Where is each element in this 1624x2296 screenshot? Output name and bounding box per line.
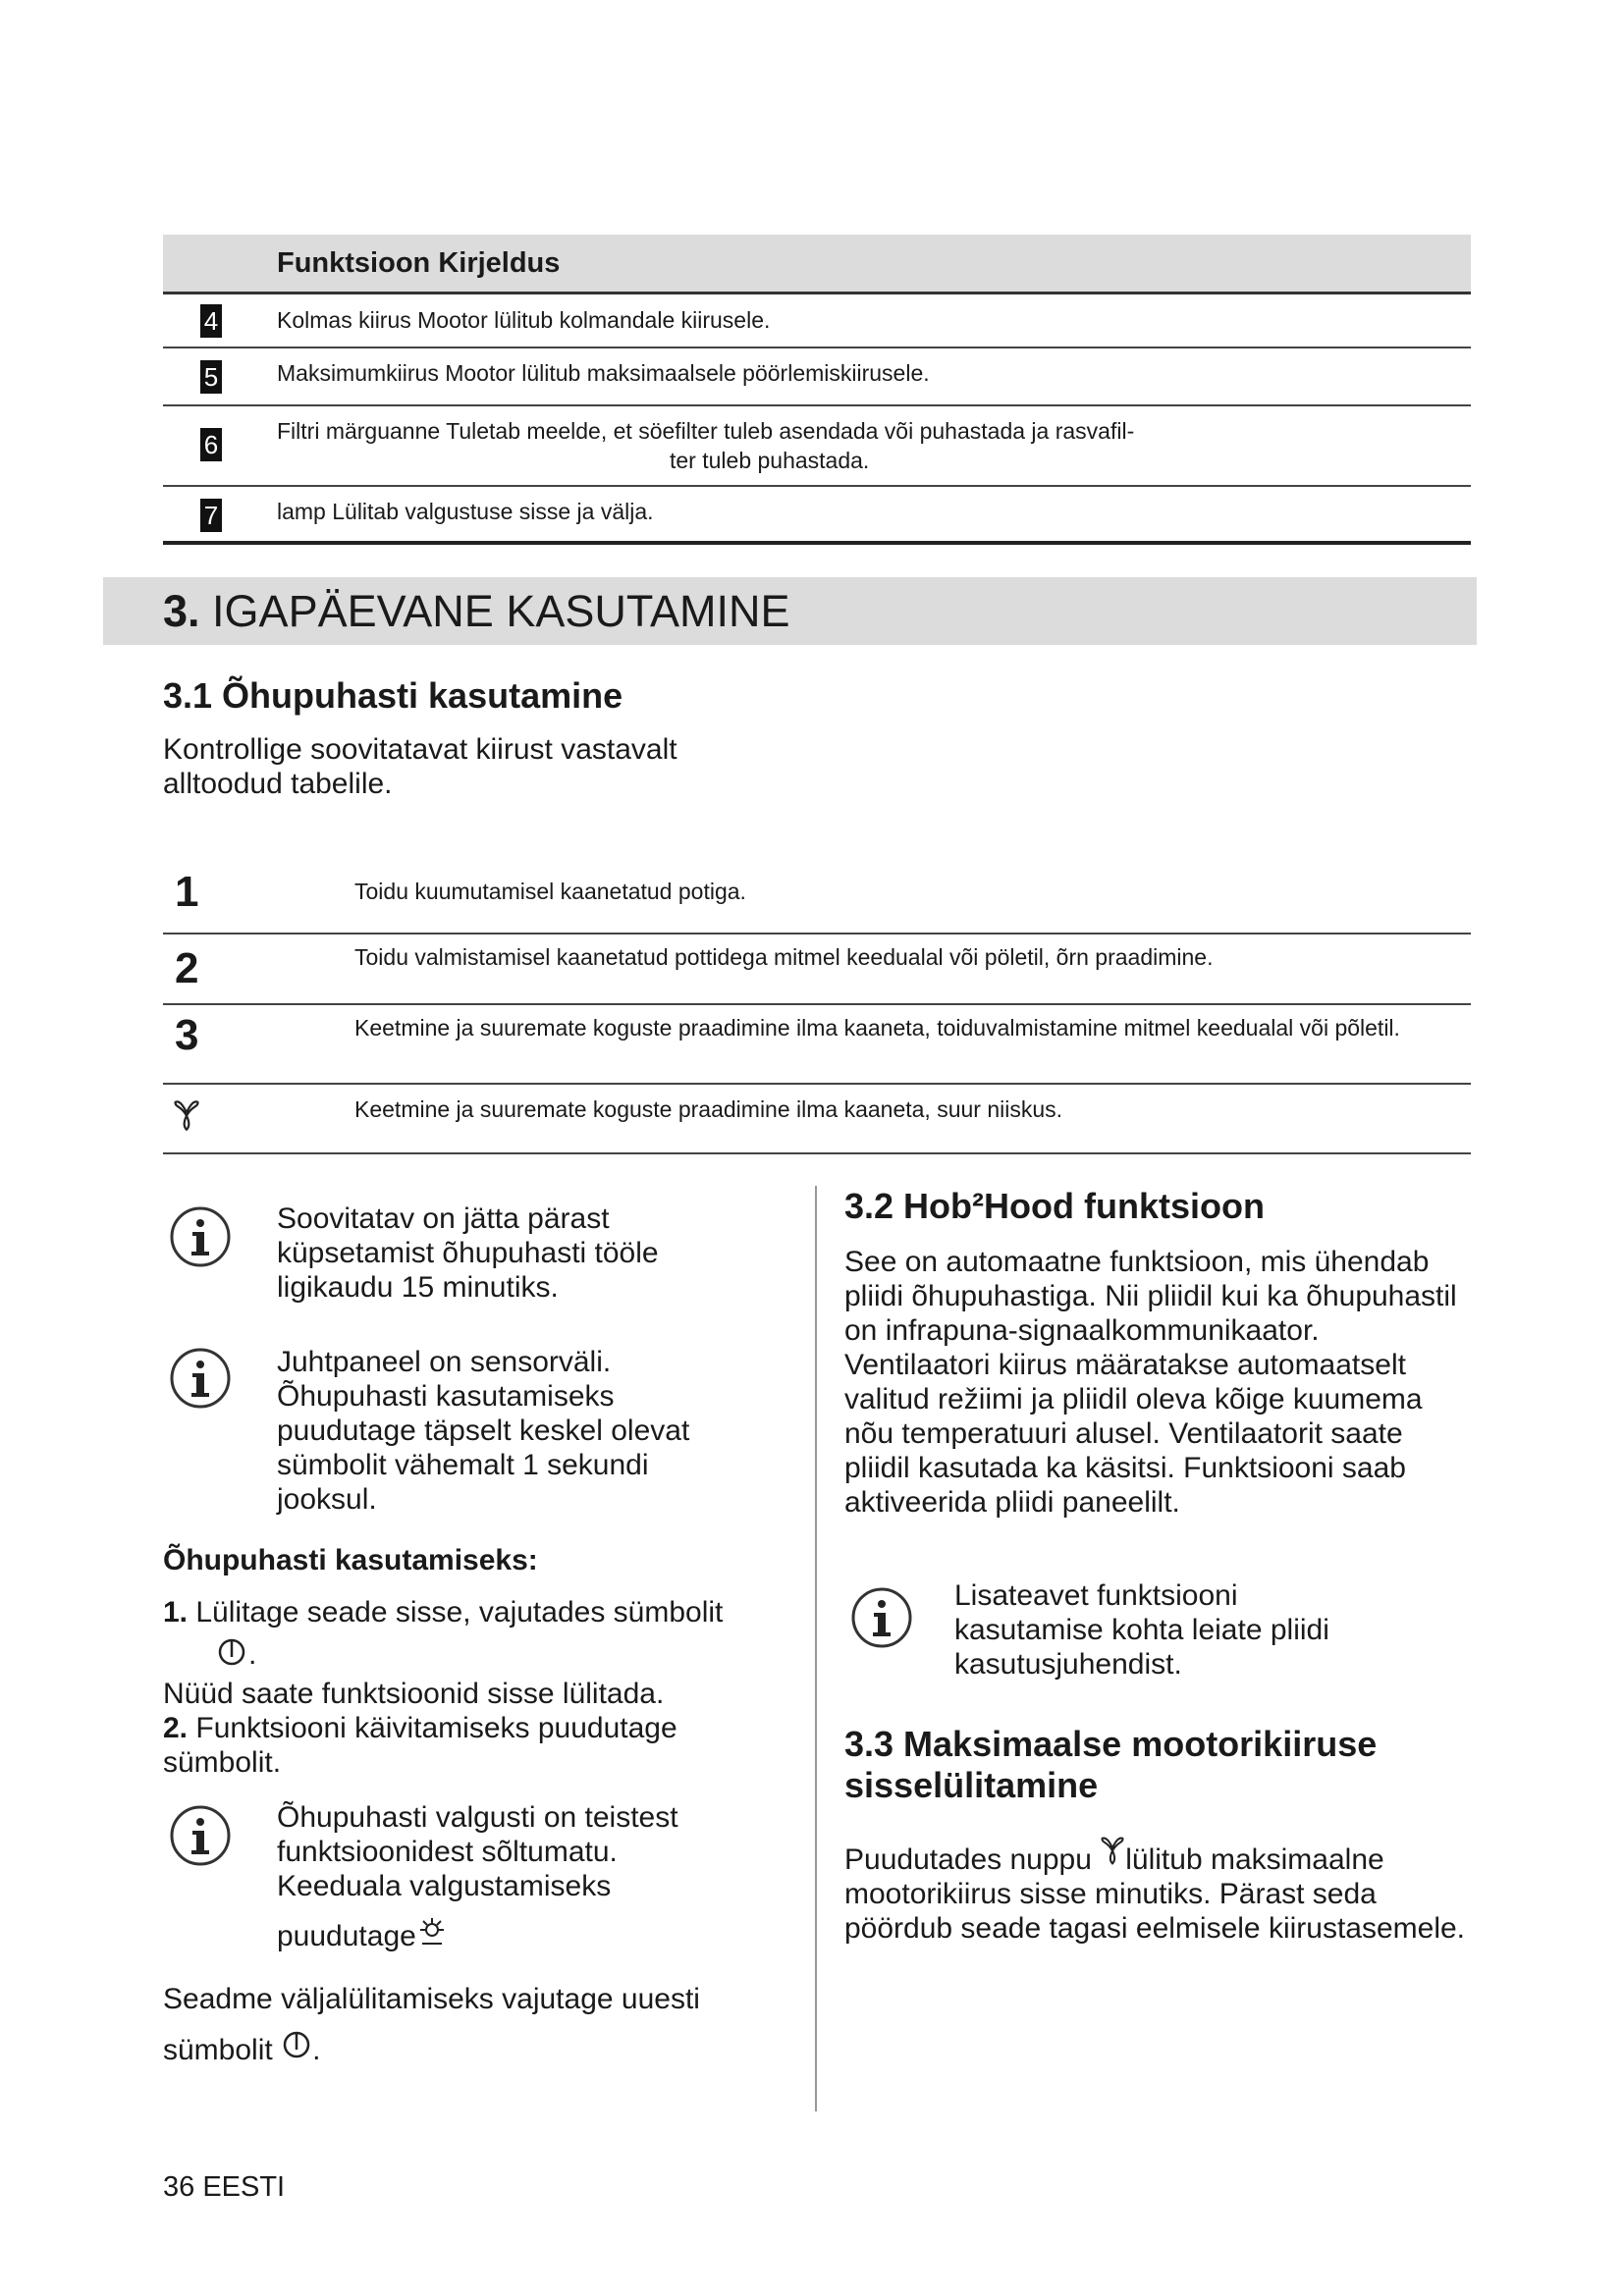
off-text: Seadme väljalülitamiseks vajutage uuesti	[163, 1983, 700, 2015]
heading-3-2: 3.2 Hob²Hood funktsioon	[844, 1186, 1265, 1226]
info-text: Juhtpaneel on sensorväli. Õhupuhasti kasutamiseks puudutage täpselt keskel olevat sümbolit vähemalt 1 sekundi jooksul.	[277, 1346, 690, 1516]
function-description: Kolmas kiirus Mootor lülitub kolmandale kiirusele.	[277, 307, 771, 333]
info-text-end	[277, 1916, 448, 1953]
info-text: Lisateavet funktsiooni kasutamise kohta leiate pliidi kasutusjuhendist.	[954, 1579, 1329, 1681]
info-icon	[169, 1205, 232, 1268]
speed-level: 3	[175, 1011, 199, 1059]
speed-description: Toidu valmistamisel kaanetatud pottidega mitmel keedualal või pöletil, õrn praadimine.	[354, 944, 1214, 970]
step-number: 1.	[163, 1596, 189, 1629]
max-speed-text	[844, 1834, 1473, 1946]
table-row	[163, 854, 1471, 934]
step-text: Funktsiooni käivitamiseks puudutage sümbolit.	[163, 1712, 677, 1779]
off-text-end: sümbolit .	[163, 2028, 320, 2067]
lamp-icon	[416, 1916, 448, 1948]
function-description: Maksimumkiirus Mootor lülitub maksimaalsele pöörlemiskiirusele.	[277, 360, 930, 386]
function-number: 7	[200, 499, 222, 532]
table-row	[163, 1085, 1471, 1154]
info-icon	[169, 1347, 232, 1410]
speed-table	[163, 854, 1471, 1154]
function-number: 6	[200, 428, 222, 461]
info-text-end-label: puudutage	[277, 1920, 416, 1952]
speed-level: 2	[175, 944, 199, 992]
info-icon	[850, 1586, 913, 1649]
function-table-header: Funktsioon Kirjeldus	[163, 235, 1471, 294]
intro-text: Kontrollige soovitatavat kiirust vastavalt alltoodud tabelile.	[163, 733, 677, 800]
section-title	[103, 577, 1477, 645]
info-text: Soovitatav on jätta pärast küpsetamist õhupuhasti tööle ligikaudu 15 minutiks.	[277, 1202, 659, 1304]
speed-description: Keetmine ja suuremate koguste praadimine ilma kaaneta, suur niiskus.	[354, 1096, 1063, 1122]
speed-description: Toidu kuumutamisel kaanetatud potiga.	[354, 879, 746, 904]
subheading-usage: Õhupuhasti kasutamiseks:	[163, 1544, 538, 1576]
info-text: Õhupuhasti valgusti on teistest funktsioonidest sõltumatu. Keeduala valgustamiseks	[277, 1801, 678, 1902]
function-number: 5	[200, 360, 222, 394]
function-description: lamp Lülitab valgustuse sisse ja välja.	[277, 499, 654, 524]
function-number: 4	[200, 304, 222, 338]
boost-fan-icon	[173, 1096, 200, 1132]
page-footer: 36 EESTI	[163, 2171, 286, 2203]
table-row	[163, 934, 1471, 1005]
heading-3-1: 3.1 Õhupuhasti kasutamine	[163, 675, 623, 716]
section-title-text: IGAPÄEVANE KASUTAMINE	[212, 586, 790, 636]
function-description-cont: ter tuleb puhastada.	[670, 448, 870, 473]
step-2	[163, 1711, 732, 1780]
table-row	[163, 294, 1471, 348]
table-row	[163, 1005, 1471, 1085]
max-speed-text-start: Puudutades nuppu	[844, 1843, 1092, 1876]
function-table	[163, 235, 1471, 545]
info-icon	[169, 1804, 232, 1867]
function-description: Filtri märguanne Tuletab meelde, et söefilter tuleb asendada või puhastada ja rasvafil-	[277, 418, 1135, 444]
speed-description: Keetmine ja suuremate koguste praadimine ilma kaaneta, toiduvalmistamine mitmel keedualal või põletil.	[354, 1015, 1400, 1041]
step-text: Lülitage seade sisse, vajutades sümbolit	[195, 1596, 724, 1629]
section-number: 3.	[163, 586, 200, 636]
heading-3-3: 3.3 Maksimaalse mootorikiiruse sisselülitamine	[844, 1724, 1378, 1805]
step-1	[163, 1595, 723, 1629]
hob2hood-text: See on automaatne funktsioon, mis ühendab pliidi õhupuhastiga. Nii pliidil kui ka õhupuhastil on infrapuna-signaalkommunikaator. Ventilaatori kiirus määratakse automaatselt valitud režiimi ja pliidil oleva kõige kuumema nõu temperatuuri alusel. Ventilaatorit saate pliidil kasutada ka käsitsi. Funktsiooni saab aktiveerida pliidi paneelilt.	[844, 1246, 1457, 1519]
table-row	[163, 348, 1471, 406]
step-1-after: Nüüd saate funktsioonid sisse lülitada.	[163, 1678, 665, 1710]
table-row	[163, 406, 1471, 487]
power-icon	[216, 1635, 247, 1667]
column-divider	[815, 1186, 817, 2111]
max-speed-text-rest: lülitub maksimaalne mootorikiirus sisse minutiks. Pärast seda pöördub seade tagasi eelmisele kiirustasemele.	[844, 1843, 1466, 1945]
step-number: 2.	[163, 1712, 189, 1744]
power-icon	[281, 2028, 312, 2059]
speed-level: 1	[175, 868, 199, 916]
boost-fan-icon	[1100, 1834, 1125, 1865]
table-row	[163, 487, 1471, 545]
off-text-end-label: sümbolit	[163, 2034, 273, 2066]
